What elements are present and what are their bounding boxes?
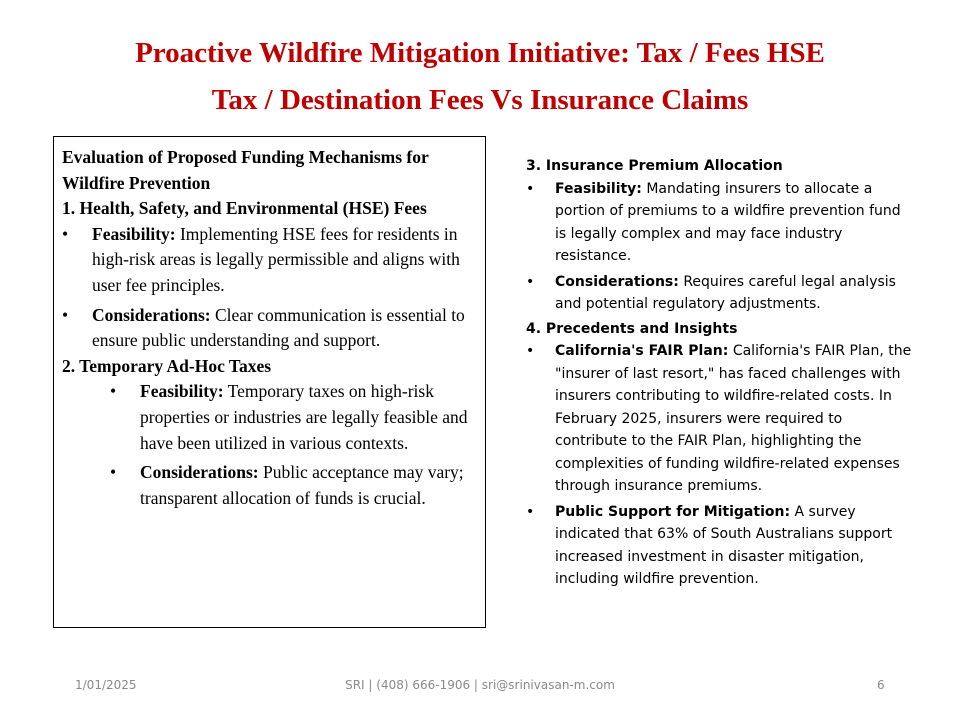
bullet-icon: • — [62, 223, 69, 244]
footer-contact: SRI | (408) 666-1906 | sri@srinivasan-m.com — [345, 678, 615, 692]
item-label: Considerations: — [140, 462, 259, 483]
section-2-heading: 2. Temporary Ad-Hoc Taxes — [62, 355, 272, 376]
item-text: Requires careful legal analysis and potential regulatory adjustments. — [555, 273, 896, 312]
list-item — [526, 340, 921, 498]
item-label: Feasibility: — [555, 180, 642, 197]
section-3-heading: 3. Insurance Premium Allocation — [526, 158, 783, 174]
item-label: Feasibility: — [140, 381, 224, 402]
list-item — [62, 303, 485, 354]
item-label: Considerations: — [555, 273, 679, 290]
section-1-heading: 1. Health, Safety, and Environmental (HSE) Fees — [62, 198, 427, 219]
list-item — [526, 178, 921, 268]
bullet-icon: • — [110, 381, 117, 402]
bullet-icon: • — [62, 304, 69, 325]
item-label: California's FAIR Plan: — [555, 343, 729, 359]
title-line-1: Proactive Wildfire Mitigation Initiative: Tax / Fees HSE — [135, 37, 825, 69]
bullet-icon: • — [526, 273, 535, 290]
list-item — [62, 222, 485, 299]
bullet-icon: • — [526, 503, 535, 520]
item-text: Public acceptance may vary; transparent allocation of funds is crucial. — [140, 462, 464, 508]
list-item — [526, 501, 921, 591]
slide-number: 6 — [877, 678, 885, 692]
item-text: Clear communication is essential to ensure public understanding and support. — [92, 304, 465, 351]
bullet-icon: • — [110, 462, 117, 483]
item-label: Feasibility: — [92, 223, 176, 244]
title-line-2: Tax / Destination Fees Vs Insurance Claims — [211, 84, 749, 116]
item-text: Temporary taxes on high-risk properties or industries are legally feasible and have been utilized in various contexts. — [140, 381, 468, 453]
funding-mechanisms-box — [53, 136, 486, 628]
section-3 — [526, 155, 921, 316]
footer-date: 1/01/2025 — [75, 678, 137, 692]
list-item — [526, 271, 921, 316]
section-4 — [526, 318, 921, 591]
box-heading: Evaluation of Proposed Funding Mechanisms for Wildfire Prevention — [62, 147, 429, 193]
bullet-icon: • — [526, 343, 535, 359]
item-text: Mandating insurers to allocate a portion of premiums to a wildfire prevention fund is legally complex and may face industry resistance. — [555, 180, 901, 264]
bullet-icon: • — [526, 180, 535, 197]
slide-title — [40, 30, 920, 124]
list-item — [62, 460, 485, 511]
item-label: Considerations: — [92, 304, 211, 325]
section-4-heading: 4. Precedents and Insights — [526, 320, 738, 337]
item-text: Implementing HSE fees for residents in high-risk areas is legally permissible and aligns with user fee principles. — [92, 223, 460, 295]
list-item — [62, 379, 485, 456]
insurance-column — [526, 155, 921, 591]
item-label: Public Support for Mitigation: — [555, 503, 791, 520]
item-text: A survey indicated that 63% of South Australians support increased investment in disaster mitigation, including wildfire prevention. — [555, 503, 893, 587]
item-text: California's FAIR Plan, the "insurer of last resort," has faced challenges with insurers contributing to wildfire-related costs. In February 2025, insurers were required to contribute to the FAIR Plan, highlighting the complexities of funding wildfire-related expenses through insurance premiums. — [555, 343, 912, 494]
